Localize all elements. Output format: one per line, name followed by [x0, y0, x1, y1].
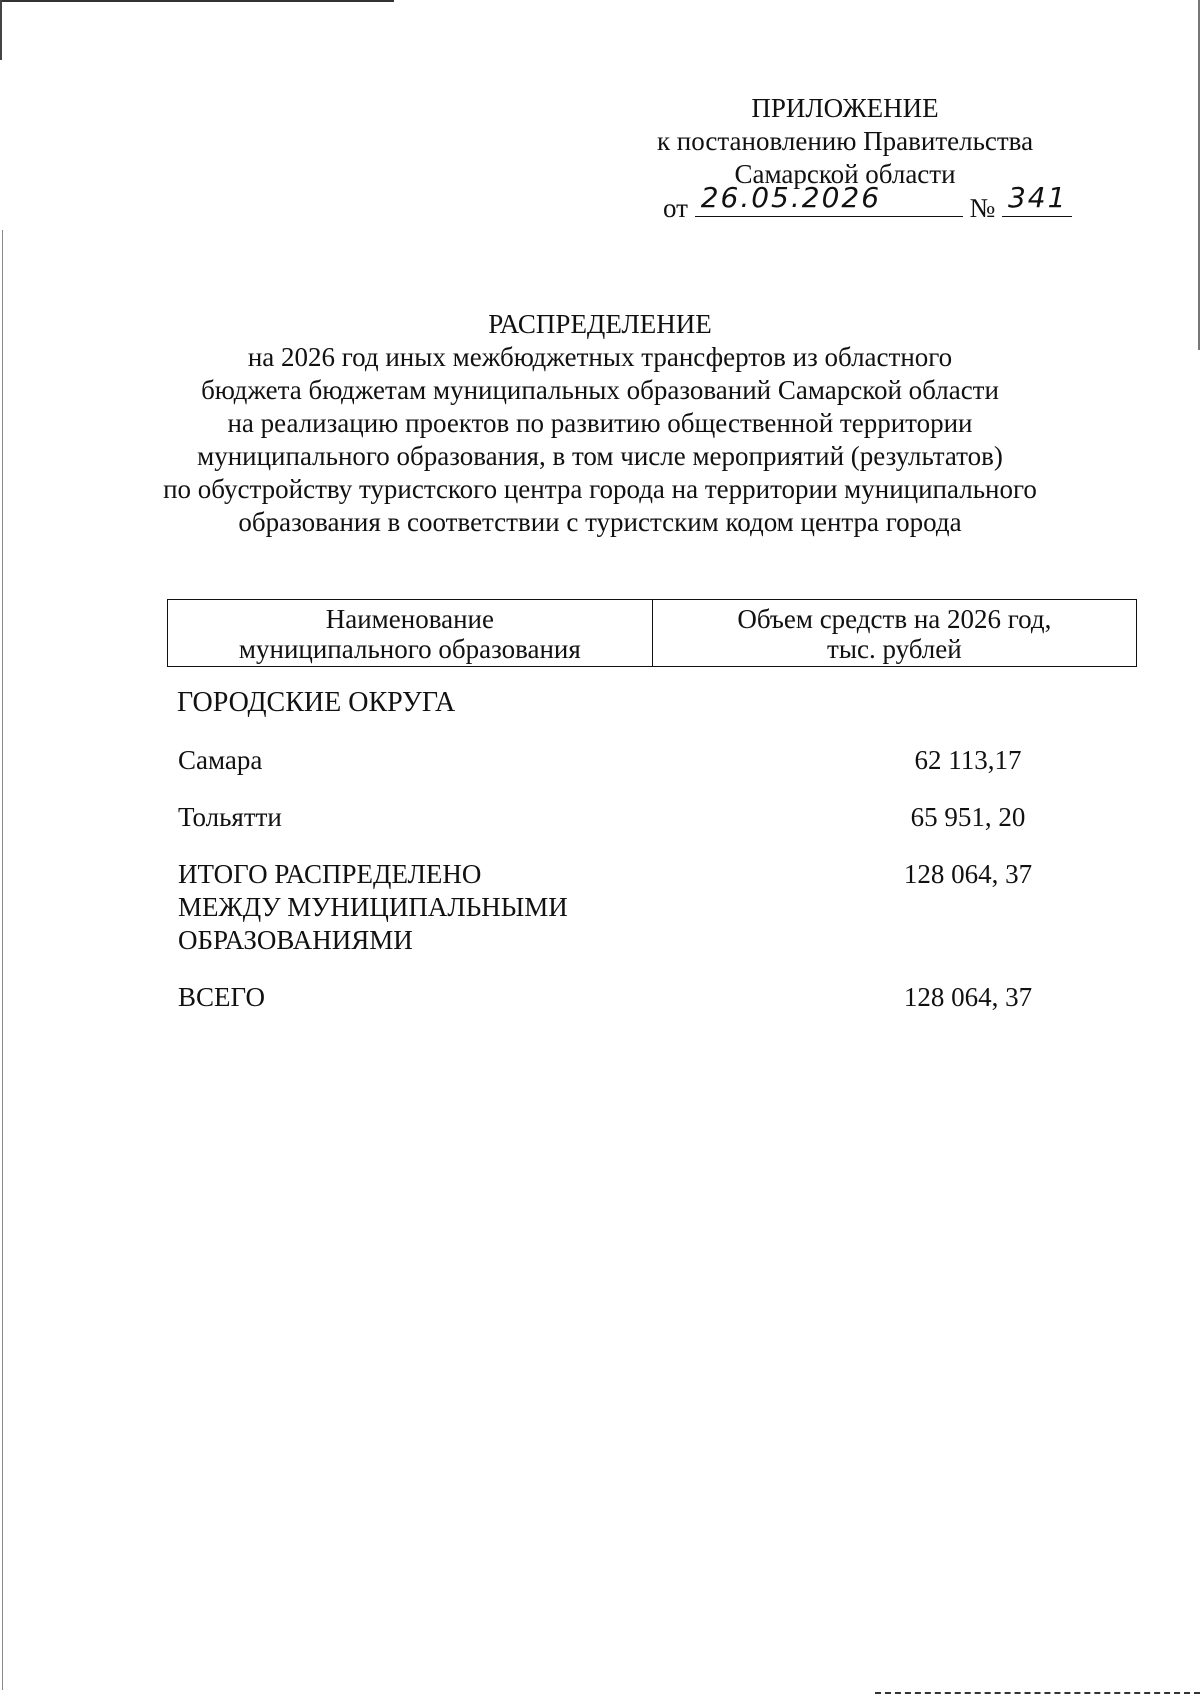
title-heading: РАСПРЕДЕЛЕНИЕ [488, 309, 712, 339]
title-line: образования в соответствии с туристским кодом центра города [238, 507, 962, 537]
total-distributed-label: ИТОГО РАСПРЕДЕЛЕНО МЕЖДУ МУНИЦИПАЛЬНЫМИ ОБРАЗОВАНИЯМИ [178, 859, 568, 955]
municipality-name: Тольятти [178, 802, 282, 832]
amount-value: 62 113,17 [914, 745, 1022, 775]
number-line [1002, 181, 1072, 217]
title-line: на реализацию проектов по развитию общественной территории [227, 408, 973, 438]
title-line: бюджета бюджетам муниципальных образований Самарской области [201, 375, 999, 405]
grand-total-label: ВСЕГО [178, 982, 265, 1012]
approval-block [620, 92, 1070, 191]
handwritten-number: 341 [1007, 181, 1068, 214]
municipality-name: Самара [178, 745, 263, 775]
approval-line-2: к постановлению Правительства [656, 126, 1034, 156]
scan-edge-left [0, 0, 2, 60]
approval-line-3: Самарской области [734, 159, 956, 189]
scan-edge-bottom [875, 1692, 1200, 1694]
document-title [0, 308, 1200, 539]
title-line: муниципального образования, в том числе мероприятий (результатов) [197, 441, 1003, 471]
scan-edge-top [0, 0, 394, 2]
handwritten-date: 26.05.2026 [700, 181, 882, 214]
column-header-municipality: Наименование муниципального образования [168, 600, 653, 667]
column-header-amount: Объем средств на 2026 год, тыс. рублей [652, 600, 1136, 667]
date-line [695, 181, 963, 217]
grand-total-value: 128 064, 37 [903, 982, 1033, 1012]
allocation-table-header [167, 599, 1137, 667]
approval-date-number [663, 181, 1072, 224]
title-line: по обустройству туристского центра города на территории муниципального [163, 474, 1037, 504]
number-label: № [969, 193, 996, 223]
from-label: от [663, 193, 688, 223]
approval-heading: ПРИЛОЖЕНИЕ [751, 93, 939, 123]
section-heading: ГОРОДСКИЕ ОКРУГА [177, 687, 456, 718]
total-distributed-value: 128 064, 37 [903, 859, 1033, 889]
title-line: на 2026 год иных межбюджетных трансфертов из областного [247, 342, 953, 372]
amount-value: 65 951, 20 [910, 802, 1026, 832]
